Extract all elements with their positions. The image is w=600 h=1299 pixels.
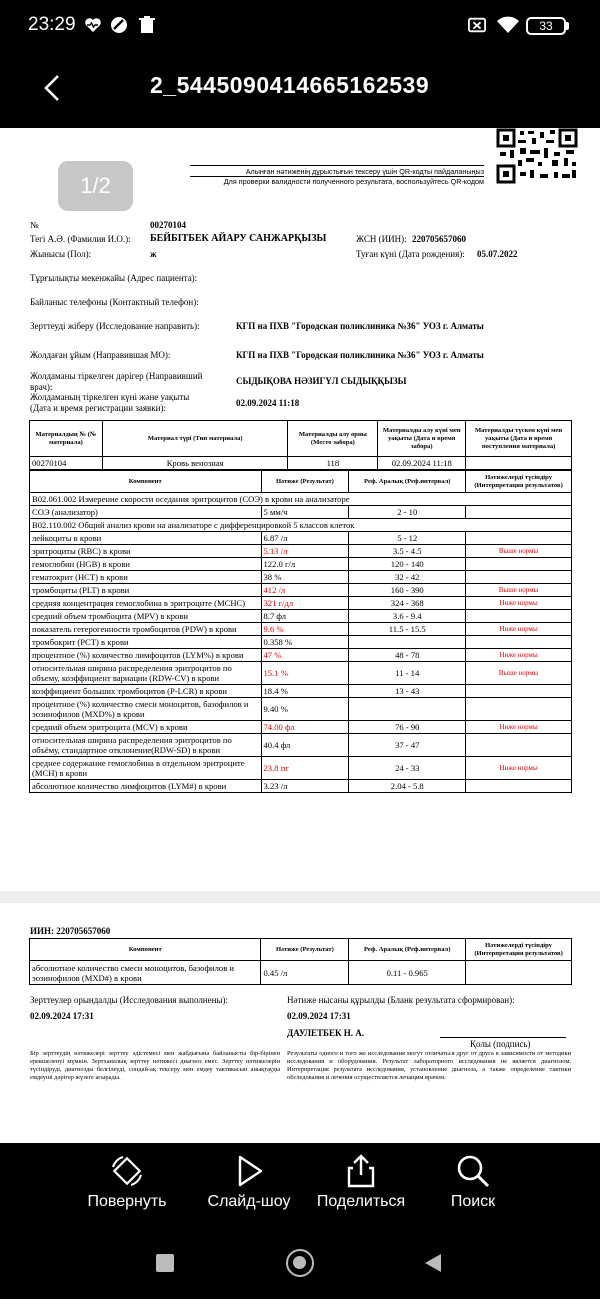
search-icon <box>455 1153 491 1189</box>
table-row: СОЭ (анализатор) 5 мм/ч 2 - 10 <box>30 506 572 519</box>
done-label: Зерттеулер орындалды (Исследования выполнены): <box>30 995 228 1005</box>
status-bar <box>0 0 600 52</box>
back-button[interactable] <box>40 70 70 106</box>
cell-reference: 24 - 33 <box>349 757 466 780</box>
wifi-icon <box>497 16 519 34</box>
table-row <box>30 636 572 649</box>
cell-interpretation: Ниже нормы <box>466 649 572 662</box>
table-row <box>30 780 572 793</box>
table-row <box>30 757 572 780</box>
cell-component: гематокрит (HCT) в крови <box>30 571 262 584</box>
cell-reference: 5 - 12 <box>349 532 466 545</box>
title-bar <box>0 52 600 128</box>
cell-interpretation <box>466 685 572 698</box>
table-row <box>30 545 572 558</box>
results-table: Компонент Нәтиже (Результат) Реф. Аралық (Реф.интервал) Нәтижелерді түсіндіру (Интерпретация результатов) B02.061.002 Измерение скорости оседания эритроцитов (СОЭ) в крови на анализаторе СОЭ (анализатор) 5 мм/ч 2 - 10 B02.110.002 Общий анализ крови на анализаторе с дифференцировкой 5 классов клеток лейкоциты в крови 6.87 /л 5 - 12 эритроциты (RBC) в крови 5.13 /л 3.5 - 4.5 Выше нормы гемоглобин (HGB) в крови 122.0 г/л 120 - 140 гематокрит (HCT) в крови 38 % 32 - 42 тромбоциты (PLT) в крови 412 /л 160 - 390 Выше нормы средняя концентрация гемоглобина в эритроците (MCHC) 321 г/дл 324 - 368 Ниже нормы средний объем тромбоцита (MPV) в крови 8.7 фл 3.6 - 9.4 показатель гетерогенности тромбоцитов (PDW) в крови 9.6 % 11.5 - 15.5 Ниже нормы тромбокрит (PCT) в крови 0.358 % процентное (%) количество лимфоцитов (LYM%) в крови 47 % 48 - 78 Ниже нормы относительная ширина распределения эритроцитов по объему, коэффициент вариации (RDW-CV) в крови 15.1 % 11 - 14 Выше нормы коэффициент больших тромбоцитов (P-LCR) в крови 18.4 % 13 - 43 процентное (%) количество смеси моноцитов, базофилов и эозинофилов (MXD%) в крови 9.40 % средний объем эритроцита (MCV) в крови 74.00 фл 76 - 90 Ниже нормы относительная ширина распределения эритроцитов по объёму, стандартное отклонение(RDW-SD) в крови 40.4 фл 37 - 47 среднее содержание гемоглобина в отдельном эритроците (MCH) в крови 23.8 пг 24 - 33 Ниже нормы абсолютное количество лимфоцитов (LYM#) в крови 3.23 /л 2.04 - 5.8 <box>29 470 572 793</box>
no-entry-icon <box>110 16 128 34</box>
cell-reference: 37 - 47 <box>349 734 466 757</box>
cell-result: 47 % <box>261 649 349 662</box>
signature-label: Қолы (подпись) <box>470 1039 531 1049</box>
cell-component: среднее содержание гемоглобина в отдельном эритроците (MCH) в крови <box>30 757 262 780</box>
iin-header: ИИН: 220705657060 <box>30 926 111 936</box>
file-title: 2_5445090414665162539 <box>150 72 430 98</box>
cell-result: 8.7 фл <box>261 610 349 623</box>
cell-reference: 32 - 42 <box>349 571 466 584</box>
status-time: 23:29 <box>28 14 76 35</box>
cell-reference <box>349 636 466 649</box>
page-gap <box>0 891 600 903</box>
cell-result: 321 г/дл <box>261 597 349 610</box>
results-table-2: Компонент Нәтиже (Результат) Реф. Аралық (Реф.интервал) Нәтижелерді түсіндіру (Интерпретация результатов) абсолютное количество смеси моноцитов, базофилов и эозинофилов (MXD#) в крови 0.45 /л 0.11 - 0.965 <box>29 938 572 985</box>
cell-interpretation: Выше нормы <box>466 584 572 597</box>
table-row: абсолютное количество смеси моноцитов, базофилов и эозинофилов (MXD#) в крови 0.45 /л 0.11 - 0.965 <box>30 961 572 985</box>
cell-result: 0.358 % <box>261 636 349 649</box>
cell-interpretation: Выше нормы <box>466 662 572 685</box>
section-title: B02.061.002 Измерение скорости оседания эритроцитов (СОЭ) в крови на анализаторе <box>30 493 572 506</box>
cell-reference: 120 - 140 <box>349 558 466 571</box>
cell-result: 15.1 % <box>261 662 349 685</box>
cell-result: 5.13 /л <box>261 545 349 558</box>
name-label: Тегі А.Ә. (Фамилия И.О.): <box>30 234 131 244</box>
cell-component: абсолютное количество лимфоцитов (LYM#) в крови <box>30 780 262 793</box>
action-bar: Повернуть Слайд-шоу Поделиться Поиск <box>0 1143 600 1227</box>
cell-result: 23.8 пг <box>261 757 349 780</box>
doctor-label-2: врач): <box>30 382 53 392</box>
material-table: Материалдың № (№ материала) Материал түрі (Тип материала) Материалды алу орны (Место забора) Материалды алу күні мен уақыты (Дата и время забора) Материалды түскен күні мен уақыты (Дата и время поступления материала) 00270104 Кровь венозная 118 02.09.2024 11:18 <box>29 420 572 470</box>
cell-interpretation <box>466 558 572 571</box>
cell-interpretation <box>466 698 572 721</box>
cell-reference: 3.5 - 4.5 <box>349 545 466 558</box>
reg-label-2: (Дата и время регистрации заявки): <box>30 403 166 413</box>
cell-reference: 11.5 - 15.5 <box>349 623 466 636</box>
cell-component: процентное (%) количество смеси моноцитов, базофилов и эозинофилов (MXD%) в крови <box>30 698 262 721</box>
table-row <box>30 584 572 597</box>
cell-result: 3.23 /л <box>261 780 349 793</box>
note-ru: Результаты одного и того же исследования могут отличаться друг от друга в зависимости от методики исследования и оборудования. Результат лабораторного исследования не является диагнозом. Интерпретация результата исследования, установление диагноза, а также определение тактики обследования и лечения осуществляется лечащим врачом. <box>287 1050 571 1081</box>
section-title: B02.110.002 Общий анализ крови на анализаторе с дифференцировкой 5 классов клеток <box>30 519 572 532</box>
dob-value: 05.07.2022 <box>477 249 518 259</box>
mo-value: КГП на ПХВ "Городская поликлиника №36" УОЗ г. Алматы <box>236 350 484 360</box>
table-row <box>30 532 572 545</box>
cell-component: тромбоциты (PLT) в крови <box>30 584 262 597</box>
cell-result: 9.6 % <box>261 623 349 636</box>
cell-component: тромбокрит (PCT) в крови <box>30 636 262 649</box>
cell-reference: 11 - 14 <box>349 662 466 685</box>
cell-reference: 2.04 - 5.8 <box>349 780 466 793</box>
heart-rate-icon <box>84 16 102 34</box>
play-icon <box>231 1153 267 1189</box>
cell-interpretation <box>466 780 572 793</box>
table-row <box>30 597 572 610</box>
cell-component: средний объем эритроцита (MCV) в крови <box>30 721 262 734</box>
table-row <box>30 558 572 571</box>
home-button[interactable] <box>286 1249 314 1277</box>
cell-reference: 160 - 390 <box>349 584 466 597</box>
address-label: Тұрғылықты мекенжайы (Адрес пациента): <box>30 273 198 283</box>
table-row <box>30 649 572 662</box>
cell-reference: 13 - 43 <box>349 685 466 698</box>
document-page-2 <box>0 903 600 1143</box>
doctor-value: СЫДЫҚОВА НӘЗИГҮЛ СЫДЫҚҚЫЗЫ <box>236 376 407 386</box>
iin-label: ЖСН (ИИН): <box>356 234 407 244</box>
cell-interpretation: Ниже нормы <box>466 623 572 636</box>
no-value: 00270104 <box>150 220 186 230</box>
qr-note: Алынған нәтиженің дұрыстығын тексеру үшін QR-кодты пайдаланыңыз Для проверки валидности полученного результата, воспользуйтесь QR-кодом <box>190 165 484 186</box>
cell-interpretation <box>466 734 572 757</box>
cell-result: 412 /л <box>261 584 349 597</box>
signer-name: ДАУЛЕТБЕК Н. А. <box>287 1028 365 1038</box>
mo-label: Жолдаған ұйым (Направившая МО): <box>30 350 171 360</box>
cell-interpretation <box>466 610 572 623</box>
name-value: БЕЙБІТБЕК АЙАРУ САНЖАРҚЫЗЫ <box>150 233 327 244</box>
dob-label: Туған күні (Дата рождения): <box>356 249 465 259</box>
cell-component: коэффициент больших тромбоцитов (P-LCR) в крови <box>30 685 262 698</box>
cell-component: процентное (%) количество лимфоцитов (LYM%) в крови <box>30 649 262 662</box>
cell-result: 18.4 % <box>261 685 349 698</box>
cell-component: гемоглобин (HGB) в крови <box>30 558 262 571</box>
table-row <box>30 610 572 623</box>
cell-interpretation: Выше нормы <box>466 545 572 558</box>
table-row <box>30 571 572 584</box>
sent-label: Зерттеуді жіберу (Исследование направить): <box>30 321 200 331</box>
battery-level: 33 <box>539 19 553 33</box>
cell-reference: 3.6 - 9.4 <box>349 610 466 623</box>
share-icon <box>343 1153 379 1189</box>
sex-value: ж <box>150 249 157 259</box>
reg-value: 02.09.2024 11:18 <box>236 398 300 408</box>
done-value: 02.09.2024 17:31 <box>30 1011 94 1021</box>
cell-interpretation <box>466 571 572 584</box>
cell-reference: 48 - 78 <box>349 649 466 662</box>
table-row <box>30 698 572 721</box>
formed-value: 02.09.2024 17:31 <box>287 1011 351 1021</box>
cell-result: 38 % <box>261 571 349 584</box>
cell-interpretation: Ниже нормы <box>466 597 572 610</box>
cell-result: 74.00 фл <box>261 721 349 734</box>
navigation-bar <box>0 1227 600 1299</box>
table-row <box>30 623 572 636</box>
cell-component: относительная ширина распределения эритроцитов по объёму, стандартное отклонение(RDW-SD) в крови <box>30 734 262 757</box>
table-row <box>30 721 572 734</box>
no-sim-icon <box>468 16 486 34</box>
sex-label: Жынысы (Пол): <box>30 249 92 259</box>
battery-icon <box>526 17 566 35</box>
note-kz: Бір зерттеудің нәтижелері зерттеу әдістемесі мен жабдығына байланысты бір-бірінен ерекшеленуі мүмкін. Зертханалық зерттеу нәтижесі диагноз емес. Зерттеу нәтижелерін түсіндіруді, диагнозды белгілеуді, сондай-ақ тексеру мен емдеу тактикасын анықтауды емдеуші дәрігер жүзеге асырады. <box>30 1050 280 1081</box>
cell-component: относительная ширина распределения эритроцитов по объему, коэффициент вариации (RDW-CV) в крови <box>30 662 262 685</box>
sent-value: КГП на ПХВ "Городская поликлиника №36" УОЗ г. Алматы <box>236 321 484 331</box>
formed-label: Нәтиже нысаны құрылды (Бланк результата сформирован): <box>287 995 515 1005</box>
page-indicator: 1/2 <box>58 161 133 211</box>
reg-label-1: Жолдаманың тіркелген күні және уақыты <box>30 392 190 402</box>
cell-result: 40.4 фл <box>261 734 349 757</box>
table-row <box>30 662 572 685</box>
cell-interpretation: Ниже нормы <box>466 757 572 780</box>
cell-result: 6.87 /л <box>261 532 349 545</box>
back-nav-icon[interactable] <box>424 1253 442 1273</box>
cell-component: лейкоциты в крови <box>30 532 262 545</box>
trash-icon <box>138 16 156 34</box>
cell-component: эритроциты (RBC) в крови <box>30 545 262 558</box>
cell-interpretation: Ниже нормы <box>466 721 572 734</box>
cell-component: показатель гетерогенности тромбоцитов (PDW) в крови <box>30 623 262 636</box>
no-label: № <box>30 220 39 230</box>
document-page <box>0 128 600 891</box>
iin-value: 220705657060 <box>412 234 466 244</box>
cell-component: средний объем тромбоцита (MPV) в крови <box>30 610 262 623</box>
phone-label: Байланыс телефоны (Контактный телефон): <box>30 297 199 307</box>
doctor-label-1: Жолдаманы тіркелген дәрігер (Направивший <box>30 371 203 381</box>
cell-reference: 76 - 90 <box>349 721 466 734</box>
cell-result: 9.40 % <box>261 698 349 721</box>
recents-button[interactable] <box>156 1254 174 1272</box>
cell-reference <box>349 698 466 721</box>
rotate-icon <box>109 1153 145 1189</box>
cell-result: 122.0 г/л <box>261 558 349 571</box>
cell-component: средняя концентрация гемоглобина в эритроците (MCHC) <box>30 597 262 610</box>
qr-code-icon <box>496 128 580 184</box>
table-row <box>30 685 572 698</box>
material-row: 00270104 Кровь венозная 118 02.09.2024 11:18 <box>30 457 572 470</box>
cell-reference: 324 - 368 <box>349 597 466 610</box>
cell-interpretation <box>466 532 572 545</box>
table-row <box>30 734 572 757</box>
cell-interpretation <box>466 636 572 649</box>
